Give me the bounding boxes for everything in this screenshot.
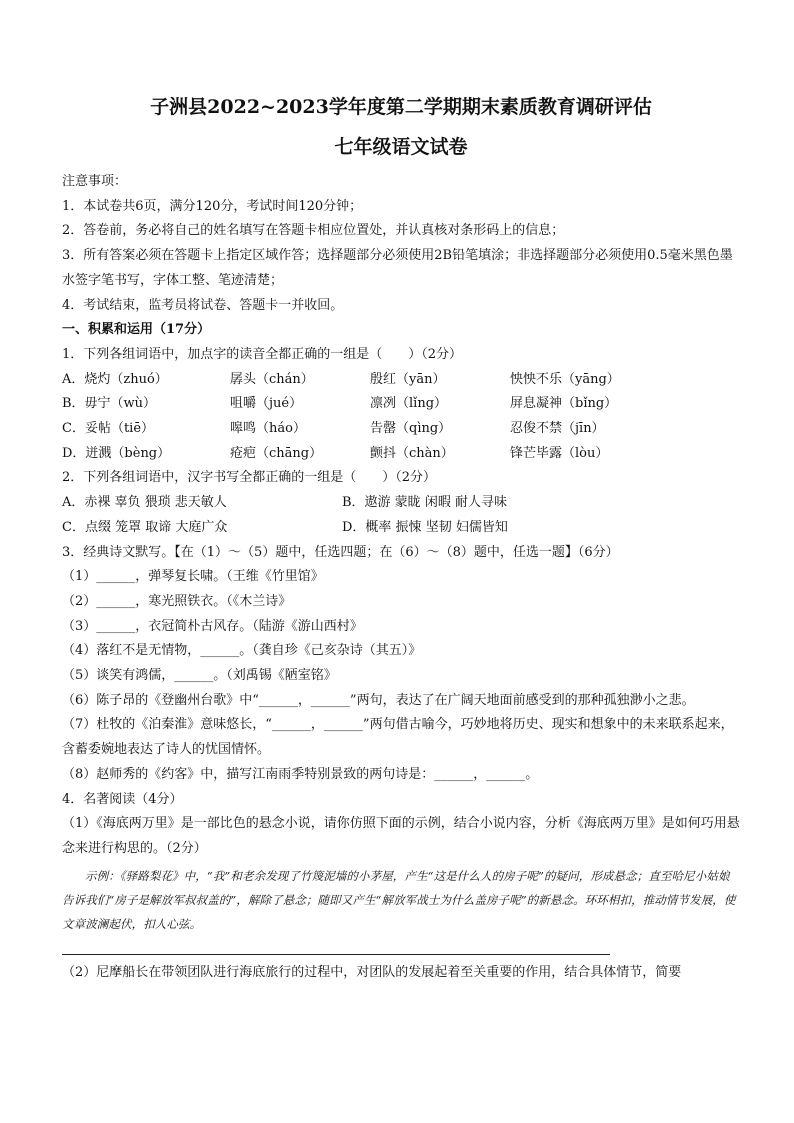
option-cell: A．烧灼（zhuó） [62,371,168,387]
dictation-item: （4）落红不是无情物，______。（龚自珍《己亥杂诗（其五）》 [62,643,422,659]
question-1-option-row [62,417,740,442]
dictation-item: （7）杜牧的《泊秦淮》意味悠长，“______，______”两句借古喻今，巧妙地将历史、现实和想象中的未来联系起来，含蓄委婉地表达了诗人的忧国情怀。 [62,717,734,758]
question-2-stem: 2．下列各组词语中，汉字书写全都正确的一组是（ ）（2分） [62,470,437,486]
question-4-part-1: （1）《海底两万里》是一部比色的悬念小说，请你仿照下面的示例，结合小说内容，分析《海底两万里》是如何巧用悬念来进行构思的。（2分） [62,816,740,856]
question-1-option-row [62,392,740,417]
option-cell: 忍俊不禁（jīn） [510,421,605,437]
option-cell: A．赤裸 辜负 猥琐 悲天敏人 [62,495,227,511]
exam-subtitle: 七年级语文试卷 [334,136,468,158]
dictation-item: （5）谈笑有鸿儒，______。（刘禹锡《陋室铭》 [62,668,337,684]
notice-heading: 注意事项： [62,174,128,189]
dictation-item: （6）陈子昂的《登幽州台歌》中“______，______”两句，表达了在广阔天地面前感受到的那种孤独渺小之悲。 [62,692,695,708]
question-1-stem: 1．下列各组词语中，加点字的读音全都正确的一组是（ ）（2分） [62,346,463,362]
notice-item: 2．答卷前，务必将自己的姓名填写在答题卡相应位置处，并认真核对条形码上的信息； [62,223,565,239]
question-2-option-row [62,516,740,541]
dictation-item: （1）______，弹琴复长啸。（王维《竹里馆》 [62,569,324,585]
option-cell: C．点缀 笼罩 取谛 大庭广众 [62,519,228,535]
option-cell: C．妥帖（tiē） [62,421,155,437]
notice-item: 4．考试结束，监考员将试卷、答题卡一并收回。 [62,297,344,313]
exam-title: 子洲县2022~2023学年度第二学期期末素质教育调研评估 [150,96,652,118]
option-cell: 颤抖（chàn） [370,445,454,461]
option-cell: 凛冽（lǐng） [370,396,448,412]
option-cell: 殷红（yān） [370,371,446,387]
option-cell: D．概率 振悚 坚韧 妇儒皆知 [342,519,508,535]
question-2-option-row [62,491,740,516]
dictation-item: （8）赵师秀的《约客》中，描写江南雨季特别景致的两句诗是：______，______。 [62,766,539,782]
question-3-stem: 3．经典诗文默写。【在（1）～（5）题中，任选四题；在（6）～（8）题中，任选一题】（6分） [62,544,619,560]
option-cell: 疮疤（chāng） [230,445,323,461]
option-cell: B．毋宁（wù） [62,396,157,412]
option-cell: 孱头（chán） [230,371,314,387]
option-cell: 怏怏不乐（yāng） [510,371,620,387]
option-cell: D．迸溅（bèng） [62,445,171,461]
section-heading: 一、积累和运用（17分） [62,322,211,338]
option-cell: 告罄（qìng） [370,421,452,437]
notice-item: 3．所有答案必须在答题卡上指定区域作答；选择题部分必须使用2B铅笔填涂；非选择题部分必须使用0.5毫米黑色墨水签字笔书写，字体工整、笔迹清楚； [62,248,733,288]
notice-item: 1．本试卷共6页，满分120分，考试时间120分钟； [62,198,363,214]
question-1-option-row [62,442,740,467]
question-4-stem: 4．名著阅读（4分） [62,791,183,807]
exam-page [62,92,740,985]
dictation-item: （2）______，寒光照铁衣。（《木兰诗》 [62,593,292,609]
question-4-part-2: （2）尼摩船长在带领团队进行海底旅行的过程中，对团队的发展起着至关重要的作用，结合具体情节，简要 [62,964,682,980]
option-cell: B．遨游 蒙眬 闲暇 耐人寻味 [342,495,507,511]
option-cell: 锋芒毕露（lòu） [510,445,609,461]
option-cell: 咀嚼（jué） [230,396,303,412]
answer-line [62,954,610,955]
dictation-item: （3）______，衣冠简朴古风存。（陆游《游山西村》 [62,618,363,634]
example-passage: 示例：《驿路梨花》中，“我”和老余发现了竹篾泥墙的小茅屋，产生“这是什么人的房子呢”的疑问，形成悬念；直至哈尼小姑娘告诉我们“房子是解放军叔叔盖的”，解除了悬念；随即又产生“解放军战士为什么盖房子呢”的新悬念。环环相扣，推动情节发展，使文章波澜起伏，扣人心弦。 [62,868,736,931]
question-1-option-row [62,368,740,393]
option-cell: 屏息凝神（bǐng） [510,396,618,412]
option-cell: 嗥鸣（háo） [230,421,306,437]
